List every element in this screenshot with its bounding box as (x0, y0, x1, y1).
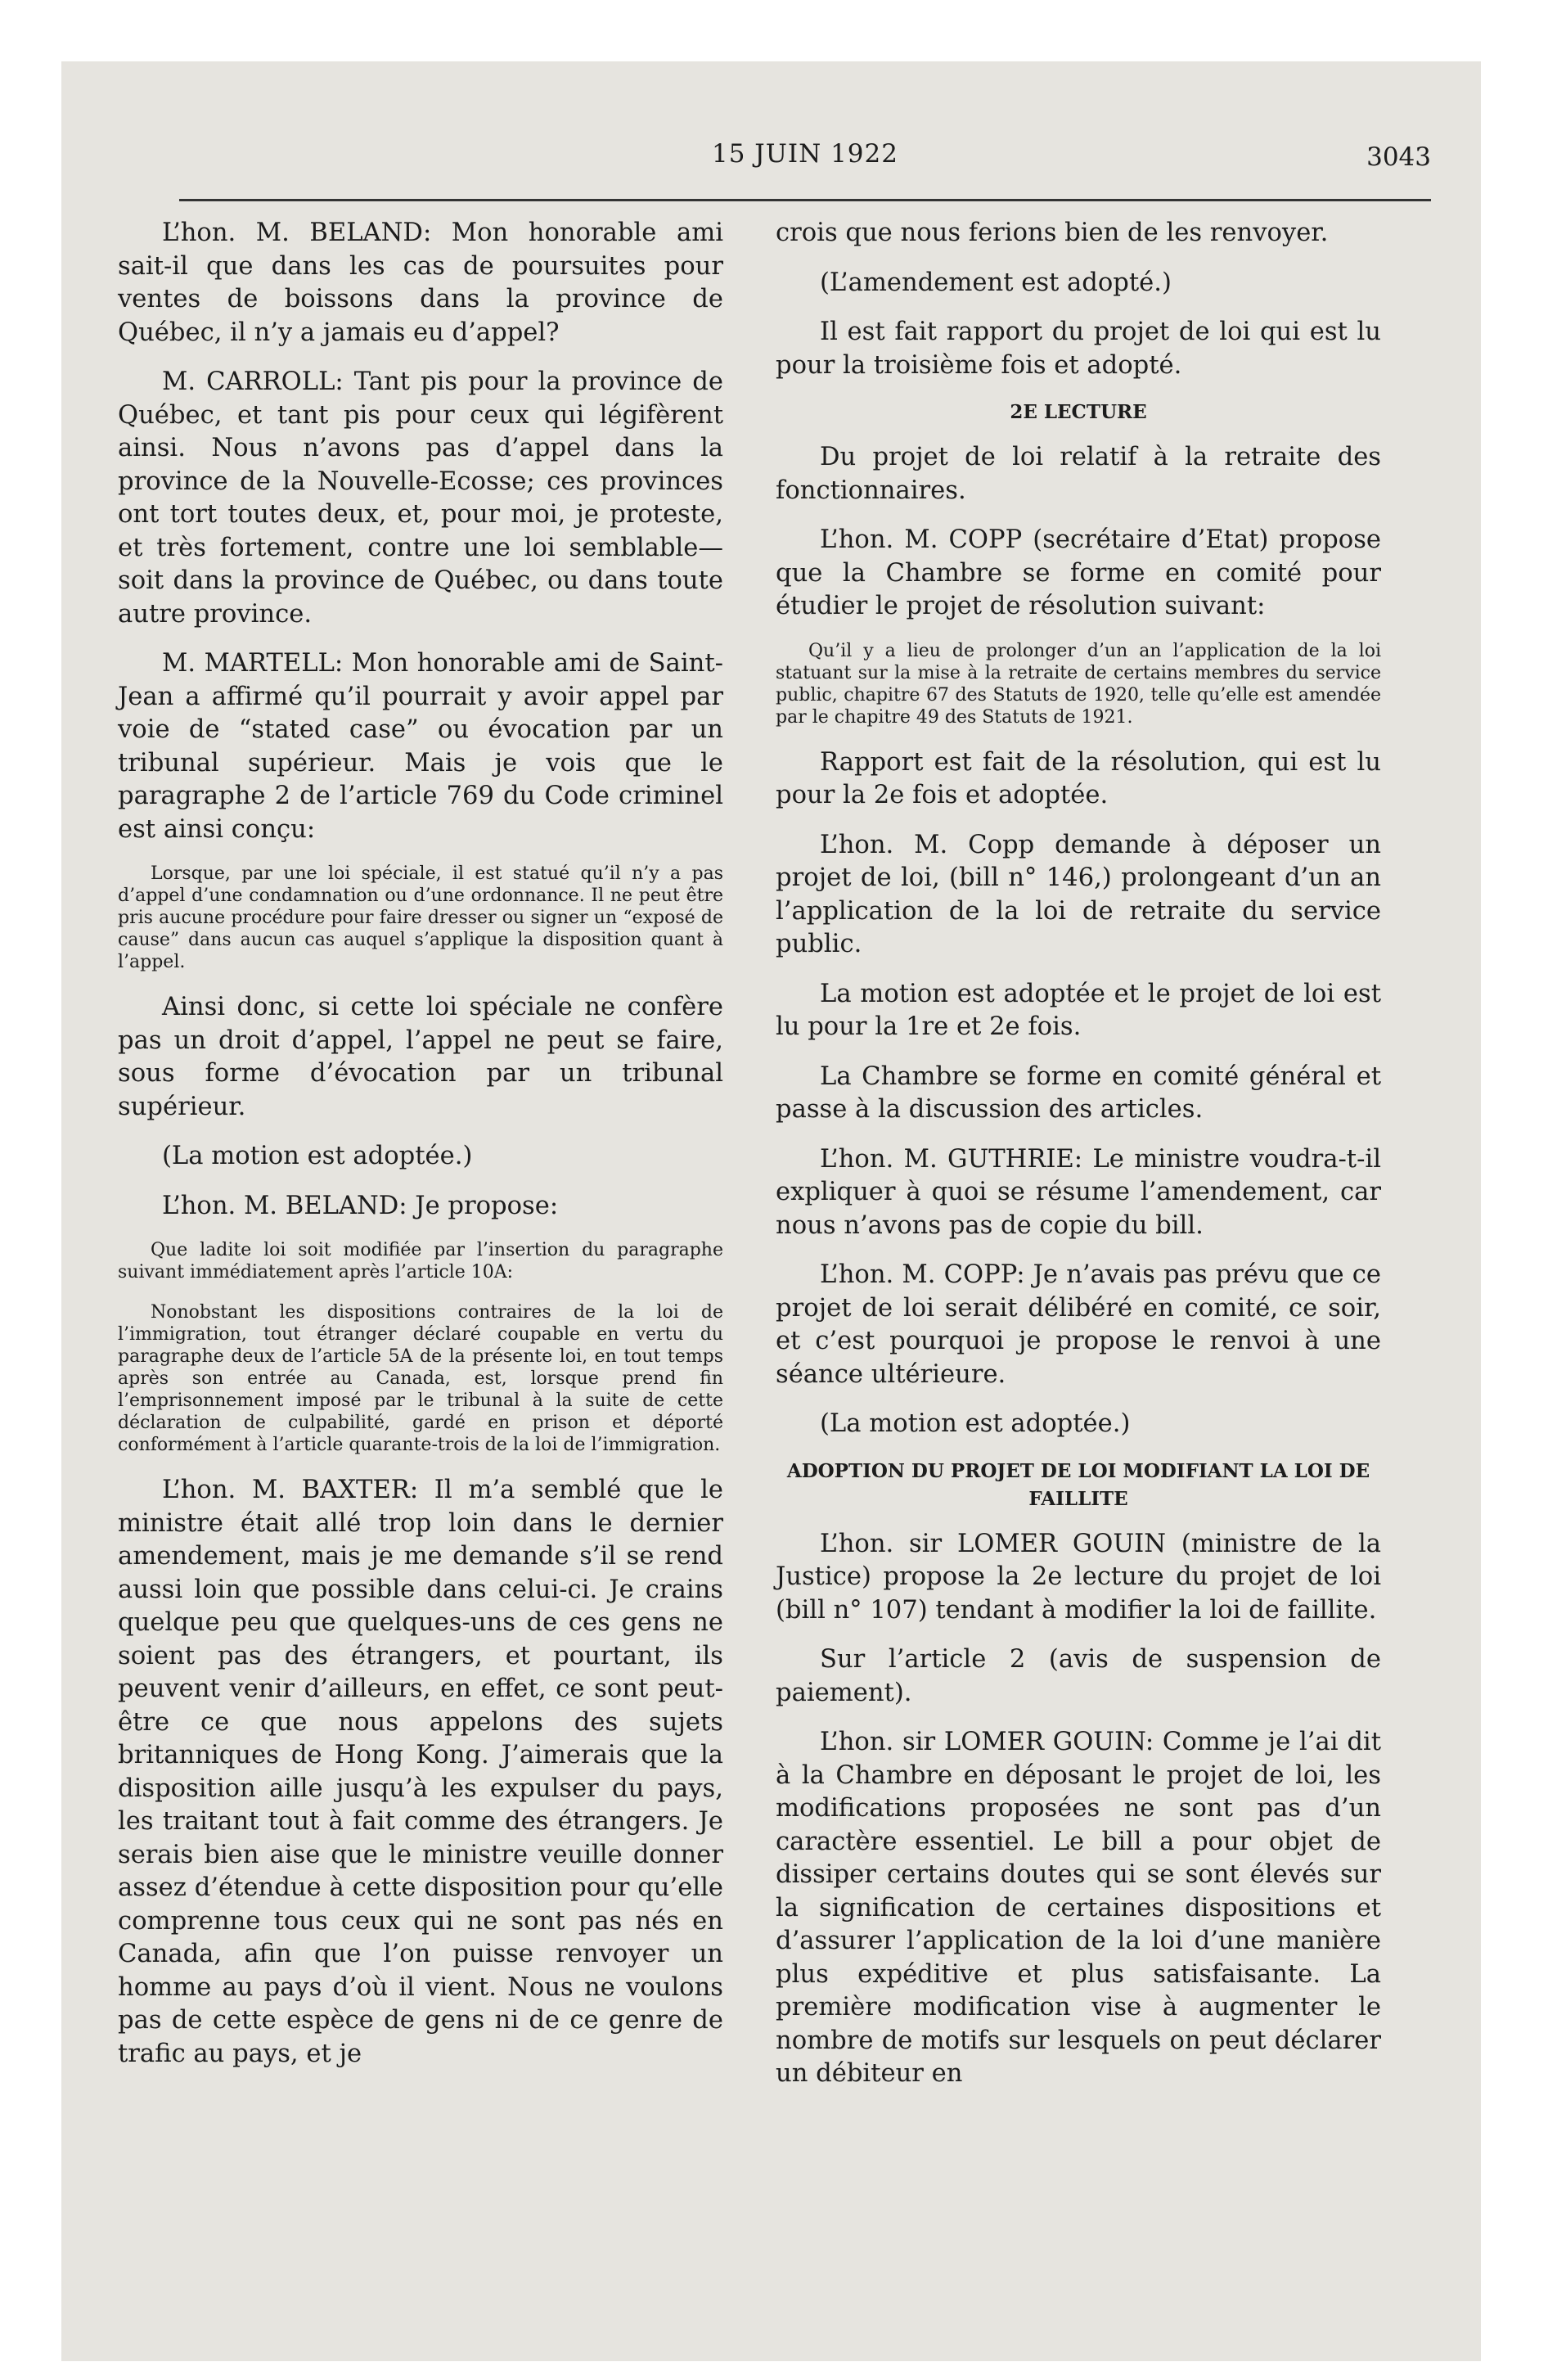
header-date: 15 JUIN 1922 (712, 139, 898, 169)
paragraph: L’hon. sir LOMER GOUIN: Comme je l’ai dit à la Chambre en déposant le projet de loi, les modifications proposées ne sont pas d’un caractère essentiel. Le bill a pour objet de dissiper certains doutes qui se sont élevés sur la signification de certaines dispositions et d’assurer l’application de la loi d’une manière plus expéditive et plus satisfaisante. La première modification vise à augmenter le nombre de motifs sur lesquels on peut déclarer un débiteur en (776, 1728, 1381, 2088)
paragraph: L’hon. M. Copp demande à déposer un projet de loi, (bill n° 146,) prolongeant d’un an l’application de la loi de retraite du service public. (776, 830, 1381, 958)
paragraph: Du projet de loi relatif à la retraite des fonctionnaires. (776, 443, 1381, 505)
paragraph: L’hon. M. COPP (secrétaire d’Etat) propose que la Chambre se forme en comité pour étudier le projet de résolution suivant: (776, 525, 1381, 620)
paragraph: M. CARROLL: Tant pis pour la province de Québec, et tant pis pour ceux qui légifèrent ainsi. Nous n’avons pas d’appel dans la province de la Nouvelle-Ecosse; ces provinces ont tort toutes deux, et, pour moi, je proteste, et très fortement, contre une loi semblable—soit dans la province de Québec, ou dans toute autre province. (118, 367, 723, 629)
quoted-text: Que ladite loi soit modifiée par l’insertion du paragraphe suivant immédiatement après l’article 10A: (118, 1240, 723, 1282)
quoted-text: Qu’il y a lieu de prolonger d’un an l’application de la loi statuant sur la mise à la retraite de certains membres du service public, chapitre 67 des Statuts de 1920, telle qu’elle est amendée par le chapitre 49 des Statuts de 1921. (776, 640, 1381, 728)
header-rule (179, 199, 1431, 201)
paragraph: (La motion est adoptée.) (820, 1409, 1131, 1438)
document-page (61, 61, 1481, 2361)
paragraph: Sur l’article 2 (avis de suspension de paiement). (776, 1645, 1381, 1707)
paragraph: La Chambre se forme en comité général et passe à la discussion des articles. (776, 1062, 1381, 1124)
left-column (118, 217, 723, 2087)
paragraph: Rapport est fait de la résolution, qui est lu pour la 2e fois et adoptée. (776, 747, 1381, 809)
paragraph: crois que nous ferions bien de les renvoyer. (776, 219, 1329, 247)
paragraph: M. MARTELL: Mon honorable ami de Saint-Jean a affirmé qu’il pourrait y avoir appel par voie de “stated case” ou évocation par un tribunal supérieur. Mais je vois que le paragraphe 2 de l’article 769 du Code criminel est ainsi conçu: (118, 649, 723, 844)
paragraph: Ainsi donc, si cette loi spéciale ne confère pas un droit d’appel, l’appel ne peut se faire, sous forme d’évocation par un tribunal supérieur. (118, 993, 723, 1121)
paragraph: L’hon. M. BELAND: Mon honorable ami sait-il que dans les cas de poursuites pour ventes de boissons dans la province de Québec, il n’y a jamais eu d’appel? (118, 219, 723, 347)
paragraph: (L’amendement est adopté.) (820, 268, 1172, 297)
page-number: 3043 (1366, 142, 1431, 172)
paragraph: Il est fait rapport du projet de loi qui est lu pour la troisième fois et adopté. (776, 318, 1381, 380)
paragraph: L’hon. sir LOMER GOUIN (ministre de la Justice) propose la 2e lecture du projet de loi (bill n° 107) tendant à modifier la loi de faillite. (776, 1529, 1381, 1625)
page-header (179, 139, 1431, 188)
quoted-text: Nonobstant les dispositions contraires de la loi de l’immigration, tout étranger déclaré coupable en vertu du paragraphe deux de l’article 5A de la présente loi, en tout temps après son entrée au Canada, est, lorsque prend fin l’emprisonnement imposé par le tribunal à la suite de cette déclaration de culpabilité, gardé en prison et déporté conformément à l’article quarante-trois de la loi de l’immigration. (118, 1302, 723, 1455)
section-heading: ADOPTION DU PROJET DE LOI MODIFIANT LA LOI DE FAILLITE (786, 1459, 1370, 1510)
section-heading: 2E LECTURE (1010, 401, 1147, 423)
paragraph: L’hon. M. GUTHRIE: Le ministre voudra-t-il expliquer à quoi se résume l’amendement, car nous n’avons pas de copie du bill. (776, 1144, 1381, 1240)
right-column (776, 217, 1381, 2107)
paragraph: La motion est adoptée et le projet de loi est lu pour la 1re et 2e fois. (776, 979, 1381, 1041)
paragraph: (La motion est adoptée.) (162, 1142, 473, 1170)
paragraph: L’hon. M. BAXTER: Il m’a semblé que le ministre était allé trop loin dans le dernier amendement, mais je me demande s’il se rend aussi loin que possible dans celui-ci. Je crains quelque peu que quelques-uns de ces gens ne soient pas des étrangers, et pourtant, ils peuvent venir d’ailleurs, en effet, ce sont peut-être ce que nous appelons des sujets britanniques de Hong Kong. J’aimerais que la disposition aille jusqu’à les expulser du pays, les traitant tout à fait comme des étrangers. Je serais bien aise que le ministre veuille donner assez d’étendue à cette disposition pour qu’elle comprenne tous ceux qui ne sont pas nés en Canada, afin que l’on puisse renvoyer un homme au pays d’où il vient. Nous ne voulons pas de cette espèce de gens ni de ce genre de trafic au pays, et je (118, 1476, 723, 2068)
paragraph: L’hon. M. BELAND: Je propose: (162, 1191, 559, 1220)
quoted-text: Lorsque, par une loi spéciale, il est statué qu’il n’y a pas d’appel d’une condamnation ou d’une ordonnance. Il ne peut être pris aucune procédure pour faire dresser ou signer un “exposé de cause” dans aucun cas auquel s’applique la disposition quant à l’appel. (118, 863, 723, 972)
paragraph: L’hon. M. COPP: Je n’avais pas prévu que ce projet de loi serait délibéré en comité, ce soir, et c’est pourquoi je propose le renvoi à une séance ultérieure. (776, 1260, 1381, 1389)
